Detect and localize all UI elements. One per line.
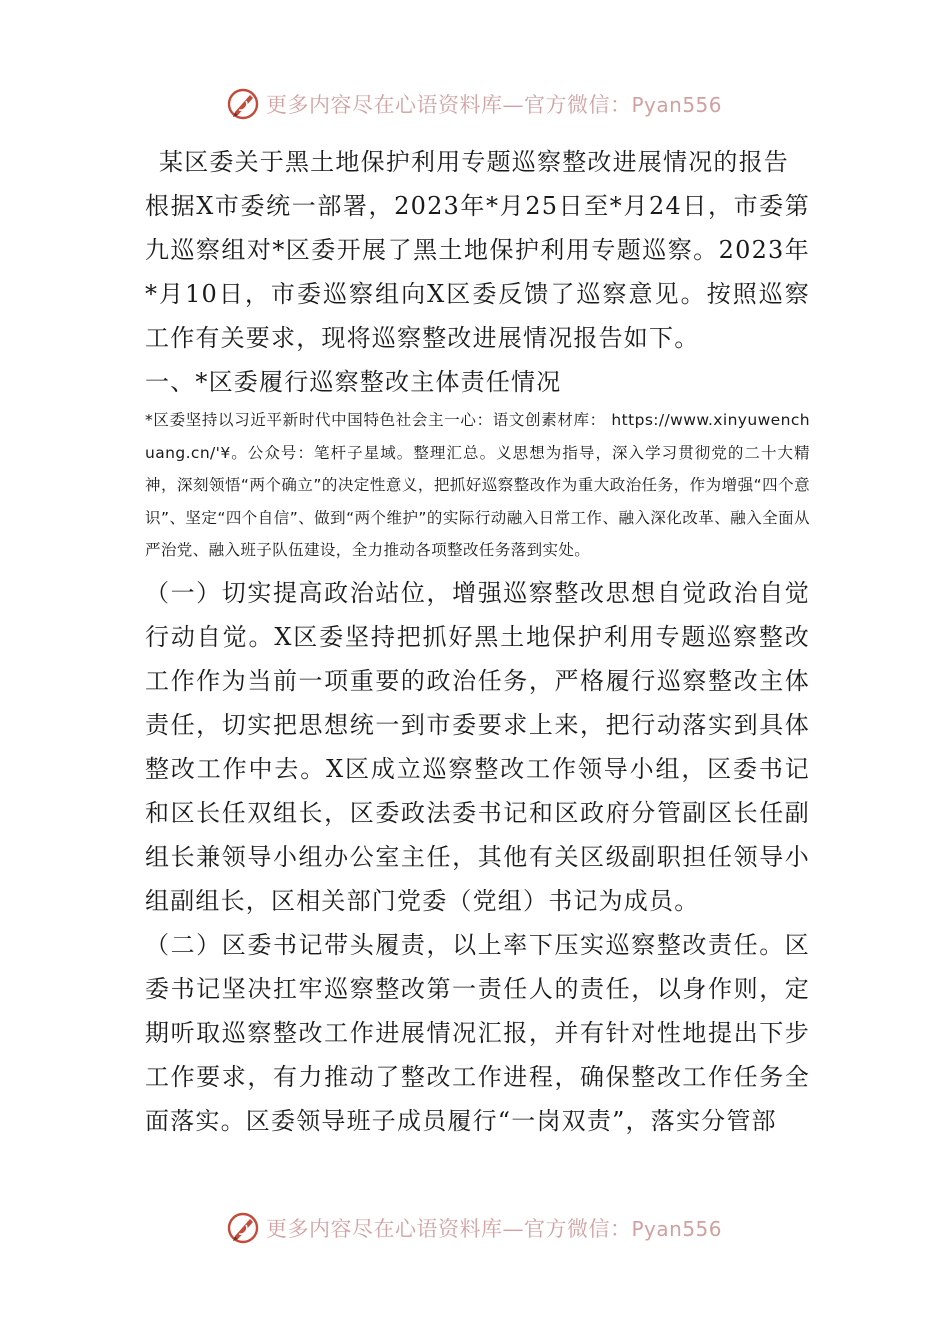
- document-body: [145, 140, 810, 1143]
- pen-logo-icon: [226, 1211, 260, 1245]
- wechat-id: Pyan556: [631, 1217, 723, 1241]
- banner-text: 更多内容尽在心语资料库—官方微信：Pyan556: [266, 1217, 723, 1241]
- section-body-paragraph: *区委坚持以习近平新时代中国特色社会主一心：语文创素材库： https://www.xinyuwenchuang.cn/'¥。公众号：笔杆子星域。整理汇总。义思想为指导，深入学习贯彻党的二十大精神，深刻领悟“两个确立”的决定性意义，把抓好巡察整改作为重大政治任务，作为增强“四个意识”、坚定“四个自信”、做到“两个维护”的实际行动融入日常工作、融入深化改革、融入全面从严治党、融入班子队伍建设，全力推动各项整改任务落到实处。: [145, 411, 810, 560]
- banner-text: 更多内容尽在心语资料库—官方微信：Pyan556: [266, 93, 723, 117]
- pen-logo-icon: [226, 87, 260, 121]
- wechat-id: Pyan556: [631, 93, 723, 117]
- intro-paragraph: 根据X市委统一部署，2023年*月25日至*月24日，市委第九巡察组对*区委开展了黑土地保护利用专题巡察。2023年*月10日，市委巡察组向X区委反馈了巡察意见。按照巡察工作有关要求，现将巡察整改进展情况报告如下。: [145, 192, 810, 352]
- body-paragraph-1: （一）切实提高政治站位，增强巡察整改思想自觉政治自觉行动自觉。X区委坚持把抓好黑土地保护利用专题巡察整改工作作为当前一项重要的政治任务，严格履行巡察整改主体责任，切实把思想统一到市委要求上来，把行动落实到具体整改工作中去。X区成立巡察整改工作领导小组，区委书记和区长任双组长，区委政法委书记和区政府分管副区长任副组长兼领导小组办公室主任，其他有关区级副职担任领导小组副组长，区相关部门党委（党组）书记为成员。: [145, 578, 810, 915]
- document-title: 某区委关于黑土地保护利用专题巡察整改进展情况的报告: [159, 148, 789, 176]
- section-heading: 一、*区委履行巡察整改主体责任情况: [145, 368, 562, 396]
- header-banner: [226, 84, 722, 124]
- body-paragraph-2: （二）区委书记带头履责，以上率下压实巡察整改责任。区委书记坚决扛牢巡察整改第一责任人的责任，以身作则，定期听取巡察整改工作进展情况汇报，并有针对性地提出下步工作要求，有力推动了整改工作进程，确保整改工作任务全面落实。区委领导班子成员履行“一岗双责”，落实分管部: [145, 930, 810, 1135]
- footer-banner: [226, 1208, 722, 1248]
